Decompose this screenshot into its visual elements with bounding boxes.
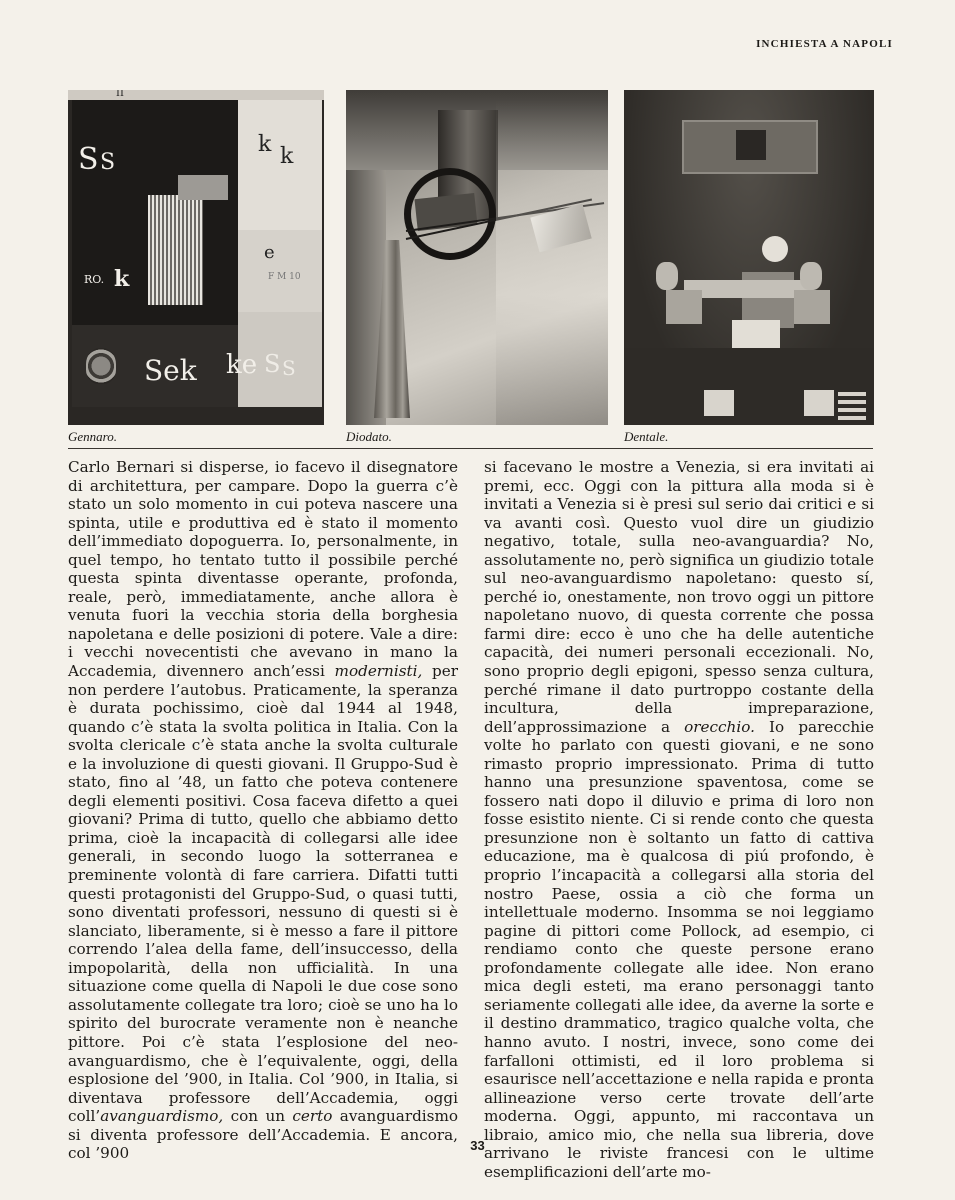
emblem-icon xyxy=(86,348,116,384)
page-number: 33 xyxy=(470,1138,485,1153)
artwork-photo-dentale xyxy=(624,90,874,425)
text-column-left xyxy=(68,458,458,1163)
artwork-photo-gennaro: II S S k k RO. k e F M 10 Sek ke S S xyxy=(68,90,324,425)
caption-dentale: Dentale. xyxy=(624,429,669,444)
figure-gennaro xyxy=(68,90,324,445)
figure-rule xyxy=(68,448,873,449)
running-head: INCHIESTA A NAPOLI xyxy=(756,38,893,50)
paragraph: Carlo Bernari si disperse, io facevo il disegnatore di architettura, per campare. Dopo la guerra c’è stato un solo momento in cui poteva nascere una spinta, utile e produttiva ed è stato il momento dell’immediato dopoguerra. Io, personalmente, in quel tempo, ho tentato tutto il possibile perché questa spinta diventasse operante, profonda, reale, però, immediatamente, anche allora è venuta fuori la vecchia storia della borghesia napoletana e delle posizioni di potere. Vale a dire: i vecchi novecentisti che avevano in mano la Accademia, divennero anch’essi modernisti, per non perdere l’autobus. Praticamente, la speranza è durata pochissimo, cioè dal 1944 al 1948, quando c’è stata la svolta politica in Italia. Con la svolta clericale c’è stata anche la svolta culturale e la involuzione di questi giovani. Il Gruppo-Sud è stato, fino al ’48, un fatto che poteva contenere degli elementi positivi. Cosa faceva difetto a quei giovani? Prima di tutto, quello che abbiamo detto prima, cioè la incapacità di collegarsi alle idee generali, in secondo luogo la sotterranea e preminente volontà di fare carriera. Difatti tutti questi protagonisti del Gruppo-Sud, o quasi tutti, sono diventati professori, nessuno di questi si è slanciato, liberamente, si è messo a fare il pittore correndo l’alea della fame, dell’insuccesso, della impopolarità, della non ufficialità. In una situazione come quella di Napoli le due cose sono assolutamente collegate tra loro; cioè se uno ha lo spirito del burocrate veramente non è neanche pittore. Poi c’è stata l’esplosione del neo-avanguardismo, che è l’equivalente, oggi, della esplosione del ’900, in Italia. Col ’900, in Italia, si diventava professore dell’Accademia, oggi coll’avanguardismo, con un certo avanguardismo si diventa professore dell’Accademia. E ancora, col ’900 xyxy=(68,458,458,1163)
figure-strip xyxy=(68,90,873,450)
artwork-photo-diodato xyxy=(346,90,608,425)
figure-dentale xyxy=(624,90,874,445)
text-column-right xyxy=(484,458,874,1181)
figure-diodato xyxy=(346,90,608,445)
caption-gennaro: Gennaro. xyxy=(68,429,117,444)
paragraph: si facevano le mostre a Venezia, si era invitati ai premi, ecc. Oggi con la pittura alla moda si è invitati a Venezia si è presi sul serio dai critici e si va avanti così. Questo vuol dire un giudizio negativo, totale, sulla neo-avanguardia? No, assolutamente no, però significa un giudizio totale sul neo-avanguardismo napoletano: questo sí, perché io, onestamente, non trovo oggi un pittore napoletano nuovo, di questa corrente che possa farmi dire: ecco è uno che ha delle autentiche capacità, dei numeri personali eccezionali. No, sono proprio degli epigoni, spesso senza cultura, perché rimane il dato purtroppo costante della incultura, della impreparazione, dell’approssimazione a orecchio. Io parecchie volte ho parlato con questi giovani, e ne sono rimasto proprio impressionato. Prima di tutto hanno una presunzione spaventosa, come se fossero nati dopo il diluvio e prima di loro non fosse esistito niente. Ci si rende conto che questa presunzione non è soltanto un fatto di cattiva educazione, ma è qualcosa di piú profondo, è proprio l’incapacità a collegarsi alla storia del nostro Paese, ossia a ciò che forma un intellettuale moderno. Insomma se noi leggiamo pagine di pittori come Pollock, ad esempio, ci rendiamo conto che queste persone erano profondamente collegate alle idee. Non erano mica degli esteti, ma erano personaggi tanto seriamente collegati alle idee, da averne la sorte e il destino drammatico, tragico qualche volta, che hanno avuto. I nostri, invece, sono come dei farfalloni ottimisti, ed il loro problema si esaurisce nell’accettazione e nella rapida e pronta allineazione verso certe trovate dell’arte moderna. Oggi, appunto, mi raccontava un libraio, amico mio, che nella sua libreria, dove arrivano le riviste francesi con le ultime esemplificazioni dell’arte mo- xyxy=(484,458,874,1181)
caption-diodato: Diodato. xyxy=(346,429,392,444)
